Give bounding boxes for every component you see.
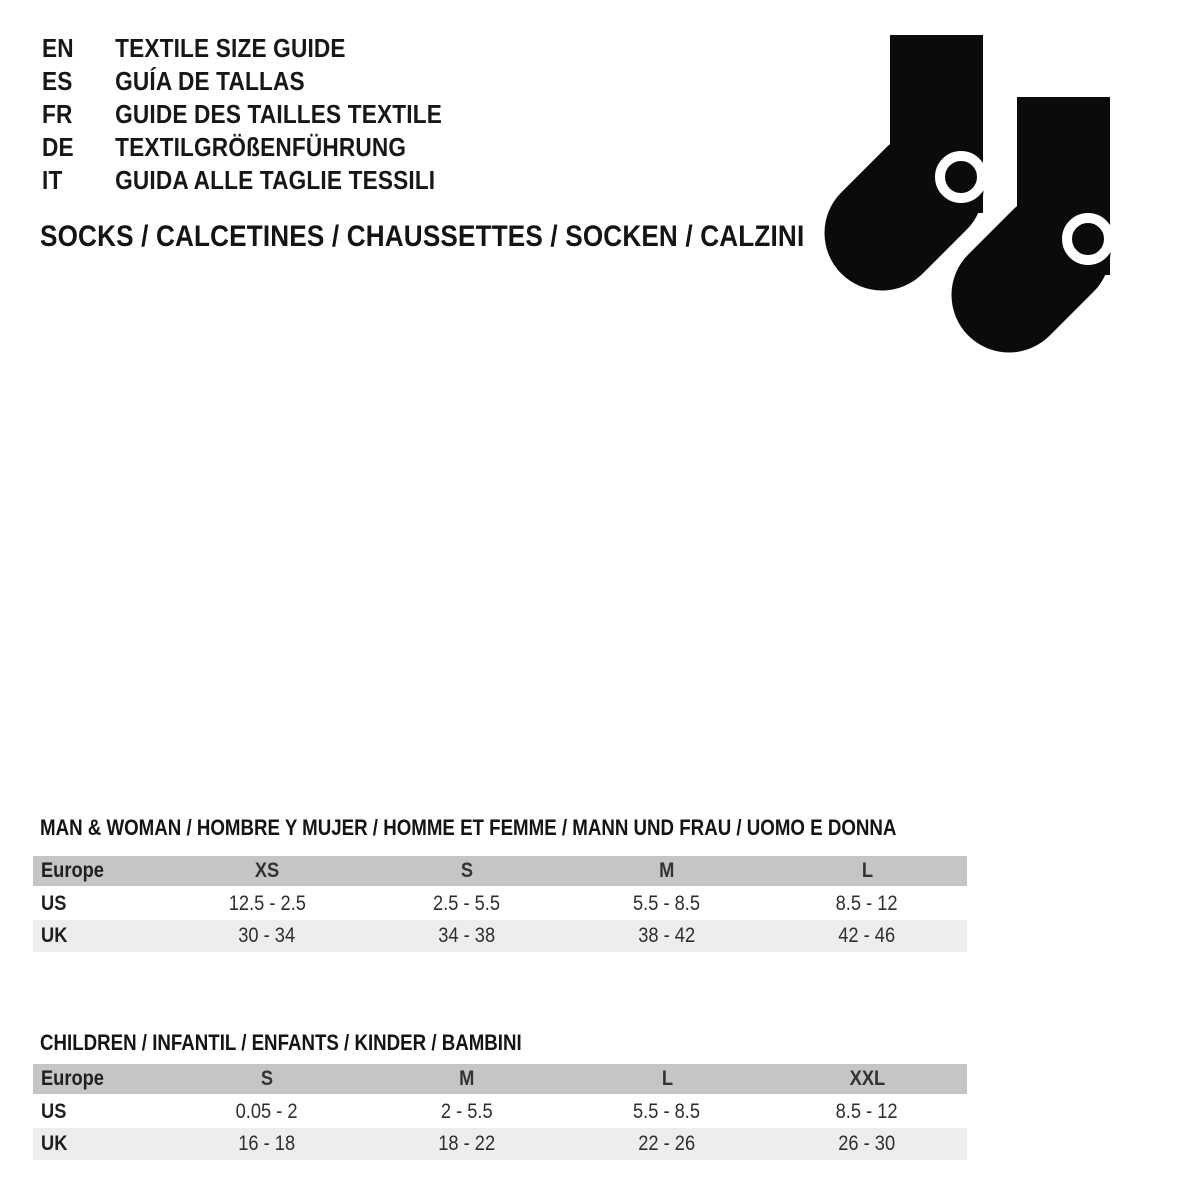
size-value: 8.5 - 12 bbox=[836, 892, 898, 915]
size-value: 8.5 - 12 bbox=[836, 1100, 898, 1123]
language-title: GUIDE DES TAILLES TEXTILE bbox=[115, 99, 443, 129]
language-code: IT bbox=[42, 165, 63, 195]
table-row bbox=[33, 920, 967, 952]
language-title: GUIDA ALLE TAGLIE TESSILI bbox=[115, 165, 436, 195]
column-header-size: L bbox=[661, 1067, 673, 1090]
size-value: 18 - 22 bbox=[438, 1132, 496, 1155]
table-row bbox=[33, 1096, 967, 1128]
row-label: US bbox=[41, 892, 67, 915]
column-header-size: L bbox=[861, 859, 873, 882]
language-row-es bbox=[42, 65, 442, 98]
table-row bbox=[33, 1128, 967, 1160]
table-row bbox=[33, 888, 967, 920]
table-header-row bbox=[33, 856, 967, 888]
size-value: 38 - 42 bbox=[638, 924, 696, 947]
language-title: TEXTILE SIZE GUIDE bbox=[115, 33, 346, 63]
size-value: 5.5 - 8.5 bbox=[633, 1100, 701, 1123]
size-value: 2.5 - 5.5 bbox=[433, 892, 501, 915]
table-title-man-woman: MAN & WOMAN / HOMBRE Y MUJER / HOMME ET FEMME / MANN UND FRAU / UOMO E DONNA bbox=[40, 815, 897, 840]
language-row-fr bbox=[42, 98, 442, 131]
column-header-region: Europe bbox=[41, 859, 104, 882]
size-value: 42 - 46 bbox=[838, 924, 896, 947]
language-row-en bbox=[42, 32, 442, 65]
socks-icon bbox=[822, 33, 1118, 359]
size-value: 22 - 26 bbox=[638, 1132, 696, 1155]
table-header-row bbox=[33, 1064, 967, 1096]
language-code: EN bbox=[42, 33, 74, 63]
row-label: UK bbox=[41, 1132, 68, 1155]
column-header-size: XS bbox=[254, 859, 280, 882]
size-value: 2 - 5.5 bbox=[441, 1100, 493, 1123]
size-value: 0.05 - 2 bbox=[236, 1100, 298, 1123]
column-header-size: M bbox=[459, 1067, 475, 1090]
row-label: US bbox=[41, 1100, 67, 1123]
language-code: ES bbox=[42, 66, 73, 96]
language-header-block bbox=[42, 32, 502, 197]
language-row-de bbox=[42, 131, 442, 164]
column-header-size: M bbox=[659, 859, 675, 882]
column-header-size: S bbox=[460, 859, 474, 882]
size-table-man-woman bbox=[33, 856, 967, 952]
column-header-region: Europe bbox=[41, 1067, 104, 1090]
size-value: 12.5 - 2.5 bbox=[228, 892, 306, 915]
size-table-children bbox=[33, 1064, 967, 1160]
language-code: FR bbox=[42, 99, 73, 129]
row-label: UK bbox=[41, 924, 68, 947]
size-value: 30 - 34 bbox=[238, 924, 296, 947]
language-code: DE bbox=[42, 132, 74, 162]
table-title-children: CHILDREN / INFANTIL / ENFANTS / KINDER / BAMBINI bbox=[40, 1030, 522, 1055]
size-value: 34 - 38 bbox=[438, 924, 496, 947]
size-value: 16 - 18 bbox=[238, 1132, 296, 1155]
language-title: GUÍA DE TALLAS bbox=[115, 66, 305, 96]
size-value: 5.5 - 8.5 bbox=[633, 892, 701, 915]
language-row-it bbox=[42, 164, 442, 197]
size-value: 26 - 30 bbox=[838, 1132, 896, 1155]
column-header-size: S bbox=[260, 1067, 274, 1090]
column-header-size: XXL bbox=[849, 1067, 885, 1090]
product-category-line: SOCKS / CALCETINES / CHAUSSETTES / SOCKEN / CALZINI bbox=[40, 220, 805, 253]
language-title: TEXTILGRÖßENFÜHRUNG bbox=[115, 132, 407, 162]
